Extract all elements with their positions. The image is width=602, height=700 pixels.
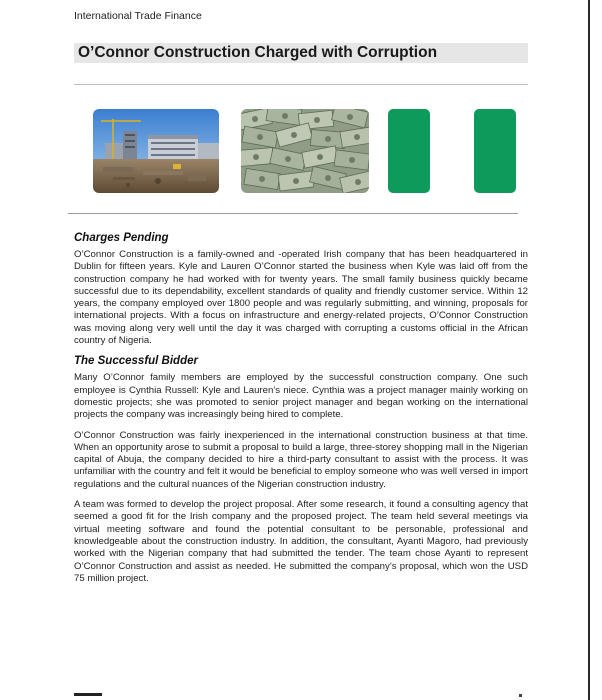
nigeria-flag-image [388, 109, 518, 193]
footer-dot [519, 694, 522, 697]
flag-green-band-right [474, 109, 516, 193]
construction-site-image [93, 109, 219, 193]
paragraph: Many O’Connor family members are employed by the successful construction company. One such employee is Cynthia Russell: Kyle and Lauren’s niece. Cynthia was a project manager mainly working on domestic projects; she was promoted to senior project manager and began working on the international projects the company was increasingly being hired to complete. [74, 372, 528, 421]
section-heading-successful-bidder: The Successful Bidder [74, 355, 198, 368]
paragraph: A team was formed to develop the project proposal. After some research, it found a consulting agency that seemed a good fit for the Irish company and the proposed project. The team held several meetings via virtual meeting software and found the potential consultant to be personable, professional and knowledgeable about the construction industry. In addition, the consultant, Ayanti Magoro, had previously worked with the Nigerian company that had submitted the tender. The team chose Ayanti to represent O’Connor Construction and assist as needed. He submitted the company’s proposal, which won the USD 75 million project. [74, 499, 528, 584]
footer-mark [74, 693, 102, 696]
article-body [74, 232, 528, 593]
title-divider [74, 84, 528, 85]
section-heading-charges-pending: Charges Pending [74, 232, 169, 244]
article-title: O’Connor Construction Charged with Corruption [78, 44, 438, 61]
running-header: International Trade Finance [74, 10, 202, 22]
money-stack-image [241, 109, 369, 193]
image-divider [68, 213, 518, 214]
paragraph: O’Connor Construction was fairly inexperienced in the international construction business at that time. When an opportunity arose to submit a proposal to build a large, three-storey shopping mall in the Nigerian capital of Abuja, the company decided to hire a third-party consultant to assist with the process. It was unfamiliar with the country and felt it would be beneficial to employ someone who was well versed in import regulations and the cultural nuances of the Nigerian construction industry. [74, 429, 528, 490]
flag-green-band-left [388, 109, 430, 193]
paragraph: O’Connor Construction is a family-owned and -operated Irish company that has been headquartered in Dublin for fifteen years. Kyle and Lauren O’Connor started the business when Kyle was laid off from the construction company he had worked with for twenty years. The small family business quickly became successful due to its dependability, excellent standards of quality and friendly customer service. Within 12 years, the company employed over 1800 people and was regularly submitting, and winning, proposals for international projects. With a focus on infrastructure and energy-related projects, O’Connor Construction was moving along very well until the day it was charged with corrupting a customs official in the African country of Nigeria. [74, 249, 528, 347]
title-banner [74, 43, 528, 63]
